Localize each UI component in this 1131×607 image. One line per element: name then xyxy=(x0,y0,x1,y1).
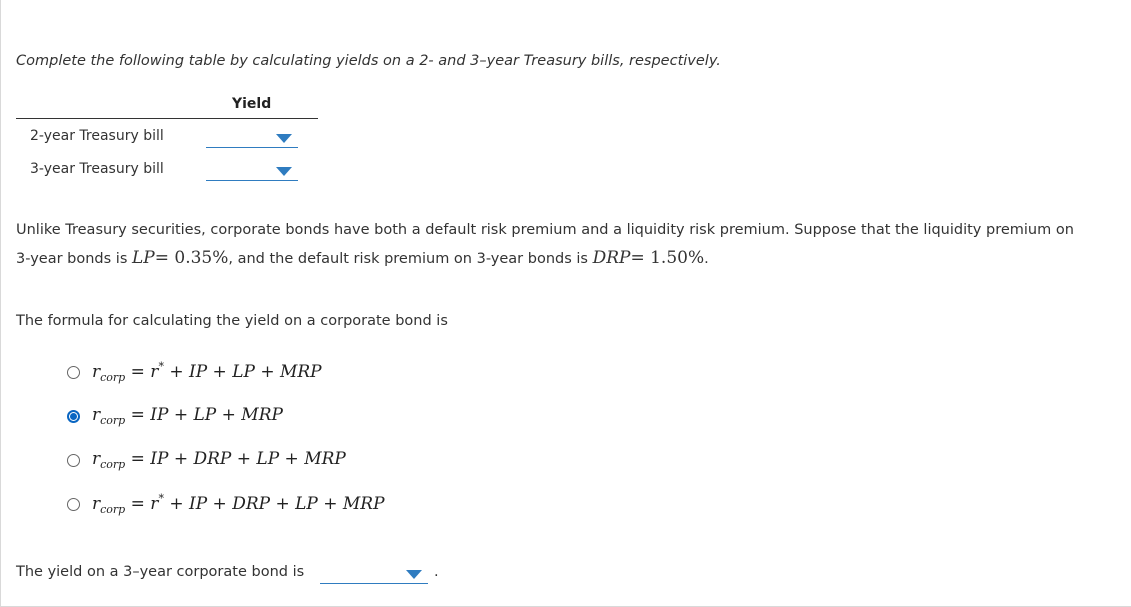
row-label-2yr: 2-year Treasury bill xyxy=(30,128,164,144)
premium-paragraph-line1: Unlike Treasury securities, corporate bonds have both a default risk premium and a liquidity risk premium. Suppose that the liquidity premium on xyxy=(16,222,1074,238)
formula-option-2[interactable] xyxy=(67,404,283,428)
chevron-down-icon xyxy=(276,134,292,143)
premium-paragraph-line2: 3-year bonds is LP= 0.35%, and the default risk premium on 3-year bonds is DRP= 1.50%. xyxy=(16,248,709,268)
lp-variable: LP xyxy=(132,248,155,268)
yield-2yr-dropdown[interactable] xyxy=(206,127,298,148)
drp-value: = 1.50% xyxy=(630,248,705,268)
radio-button[interactable] xyxy=(67,454,80,467)
formula-text: $r_{corp} = r^*$ + IP + LP + MRP xyxy=(92,360,322,384)
formula-text: $r_{corp}$ = IP + LP + MRP xyxy=(92,405,283,427)
lp-value: = 0.35% xyxy=(154,248,229,268)
yield-table-header xyxy=(16,96,318,119)
sentence-period: . xyxy=(434,564,439,580)
corporate-yield-label: The yield on a 3–year corporate bond is xyxy=(16,564,305,580)
radio-button-selected[interactable] xyxy=(67,410,80,423)
formula-text: $r_{corp}$ = IP + DRP + LP + MRP xyxy=(92,449,346,471)
yield-column-header: Yield xyxy=(232,96,272,112)
drp-variable: DRP xyxy=(592,248,631,268)
formula-text: $r_{corp} = r^*$ + IP + DRP + LP + MRP xyxy=(92,492,385,516)
yield-3yr-dropdown[interactable] xyxy=(206,160,298,181)
formula-question: The formula for calculating the yield on a corporate bond is xyxy=(16,313,448,329)
chevron-down-icon xyxy=(276,167,292,176)
formula-option-1[interactable] xyxy=(67,360,322,384)
radio-button[interactable] xyxy=(67,366,80,379)
row-label-3yr: 3-year Treasury bill xyxy=(30,161,164,177)
formula-option-4[interactable] xyxy=(67,492,385,516)
radio-button[interactable] xyxy=(67,498,80,511)
formula-option-3[interactable] xyxy=(67,448,346,472)
instruction-text: Complete the following table by calculating yields on a 2- and 3–year Treasury bills, respectively. xyxy=(16,53,721,69)
chevron-down-icon xyxy=(406,570,422,579)
corporate-yield-dropdown[interactable] xyxy=(320,563,428,584)
